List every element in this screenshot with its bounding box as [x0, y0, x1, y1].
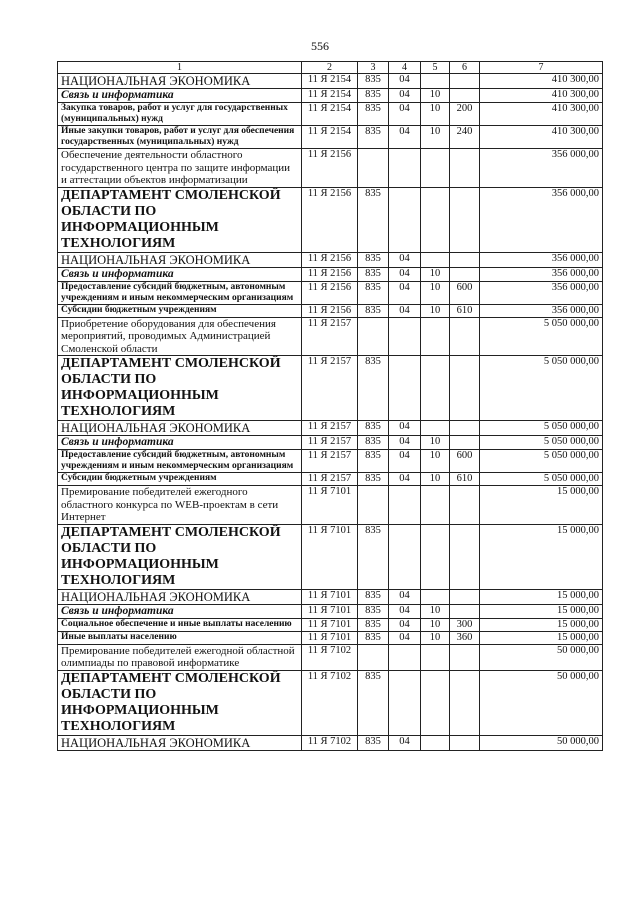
target-article-cell: 11 Я 2157 [302, 473, 358, 486]
grbs-code-cell [358, 149, 389, 188]
section-code-cell: 04 [389, 281, 421, 304]
grbs-code-cell: 835 [358, 304, 389, 317]
expense-type-cell: 240 [450, 126, 480, 149]
subsection-code-cell [421, 187, 450, 252]
header-row [58, 62, 603, 74]
section-code-cell: 04 [389, 74, 421, 89]
expense-type-cell [450, 486, 480, 525]
expense-type-cell: 610 [450, 304, 480, 317]
expense-type-cell [450, 670, 480, 735]
amount-cell: 15 000,00 [480, 631, 603, 644]
expense-type-cell: 360 [450, 631, 480, 644]
grbs-code-cell: 835 [358, 524, 389, 589]
grbs-code-cell: 835 [358, 589, 389, 604]
target-article-cell: 11 Я 7102 [302, 735, 358, 750]
expense-type-cell [450, 252, 480, 267]
amount-cell: 5 050 000,00 [480, 450, 603, 473]
amount-cell: 15 000,00 [480, 524, 603, 589]
target-article-cell: 11 Я 2156 [302, 187, 358, 252]
header-cell: 6 [450, 62, 480, 74]
row-name-cell: Связь и информатика [58, 436, 302, 450]
grbs-code-cell: 835 [358, 473, 389, 486]
budget-table [57, 61, 603, 751]
page-number: 556 [311, 39, 329, 53]
target-article-cell: 11 Я 7101 [302, 631, 358, 644]
row-name-cell: НАЦИОНАЛЬНАЯ ЭКОНОМИКА [58, 589, 302, 604]
target-article-cell: 11 Я 2157 [302, 436, 358, 450]
expense-type-cell [450, 356, 480, 421]
table-row [58, 618, 603, 631]
header-cell: 4 [389, 62, 421, 74]
expense-type-cell: 600 [450, 450, 480, 473]
target-article-cell: 11 Я 7101 [302, 589, 358, 604]
section-code-cell [389, 524, 421, 589]
expense-type-cell [450, 735, 480, 750]
target-article-cell: 11 Я 7101 [302, 486, 358, 525]
row-name-cell: Субсидии бюджетным учреждениям [58, 473, 302, 486]
row-name-cell: ДЕПАРТАМЕНТ СМОЛЕНСКОЙ ОБЛАСТИ ПО ИНФОРМАЦИОННЫМ ТЕХНОЛОГИЯМ [58, 524, 302, 589]
amount-cell: 356 000,00 [480, 281, 603, 304]
target-article-cell: 11 Я 7102 [302, 644, 358, 670]
target-article-cell: 11 Я 7101 [302, 618, 358, 631]
table-row [58, 450, 603, 473]
target-article-cell: 11 Я 2154 [302, 89, 358, 103]
expense-type-cell [450, 187, 480, 252]
subsection-code-cell: 10 [421, 618, 450, 631]
amount-cell: 356 000,00 [480, 187, 603, 252]
amount-cell: 50 000,00 [480, 735, 603, 750]
target-article-cell: 11 Я 2154 [302, 126, 358, 149]
grbs-code-cell: 835 [358, 604, 389, 618]
amount-cell: 356 000,00 [480, 149, 603, 188]
row-name-cell: Обеспечение деятельности областного государственного центра по защите информации и аттестации объектов информатизации [58, 149, 302, 188]
amount-cell: 356 000,00 [480, 304, 603, 317]
header-cell: 7 [480, 62, 603, 74]
amount-cell: 15 000,00 [480, 604, 603, 618]
target-article-cell: 11 Я 7101 [302, 604, 358, 618]
table-row [58, 187, 603, 252]
section-code-cell [389, 644, 421, 670]
section-code-cell: 04 [389, 103, 421, 126]
amount-cell: 5 050 000,00 [480, 421, 603, 436]
amount-cell: 410 300,00 [480, 74, 603, 89]
table-row [58, 103, 603, 126]
target-article-cell: 11 Я 2157 [302, 317, 358, 356]
table-row [58, 735, 603, 750]
row-name-cell: ДЕПАРТАМЕНТ СМОЛЕНСКОЙ ОБЛАСТИ ПО ИНФОРМАЦИОННЫМ ТЕХНОЛОГИЯМ [58, 356, 302, 421]
section-code-cell: 04 [389, 126, 421, 149]
amount-cell: 5 050 000,00 [480, 473, 603, 486]
amount-cell: 5 050 000,00 [480, 436, 603, 450]
amount-cell: 356 000,00 [480, 267, 603, 281]
expense-type-cell: 200 [450, 103, 480, 126]
table-row [58, 436, 603, 450]
expense-type-cell: 600 [450, 281, 480, 304]
section-code-cell: 04 [389, 252, 421, 267]
row-name-cell: Премирование победителей ежегодной областной олимпиады по правовой информатике [58, 644, 302, 670]
amount-cell: 5 050 000,00 [480, 356, 603, 421]
subsection-code-cell [421, 356, 450, 421]
section-code-cell: 04 [389, 631, 421, 644]
target-article-cell: 11 Я 2156 [302, 281, 358, 304]
grbs-code-cell [358, 317, 389, 356]
expense-type-cell: 610 [450, 473, 480, 486]
grbs-code-cell: 835 [358, 126, 389, 149]
target-article-cell: 11 Я 2156 [302, 267, 358, 281]
target-article-cell: 11 Я 2154 [302, 74, 358, 89]
table-row [58, 589, 603, 604]
row-name-cell: НАЦИОНАЛЬНАЯ ЭКОНОМИКА [58, 421, 302, 436]
grbs-code-cell [358, 486, 389, 525]
row-name-cell: Предоставление субсидий бюджетным, автономным учреждениям и иным некоммерческим организациям [58, 281, 302, 304]
amount-cell: 15 000,00 [480, 589, 603, 604]
amount-cell: 410 300,00 [480, 89, 603, 103]
subsection-code-cell [421, 486, 450, 525]
row-name-cell: Иные выплаты населению [58, 631, 302, 644]
target-article-cell: 11 Я 2157 [302, 450, 358, 473]
section-code-cell [389, 187, 421, 252]
section-code-cell: 04 [389, 304, 421, 317]
row-name-cell: Премирование победителей ежегодного областного конкурса по WEB-проектам в сети Интернет [58, 486, 302, 525]
table-row [58, 317, 603, 356]
row-name-cell: Предоставление субсидий бюджетным, автономным учреждениям и иным некоммерческим организациям [58, 450, 302, 473]
amount-cell: 410 300,00 [480, 126, 603, 149]
table-row [58, 74, 603, 89]
row-name-cell: Связь и информатика [58, 89, 302, 103]
grbs-code-cell [358, 644, 389, 670]
subsection-code-cell [421, 74, 450, 89]
amount-cell: 50 000,00 [480, 644, 603, 670]
table-row [58, 252, 603, 267]
target-article-cell: 11 Я 2156 [302, 149, 358, 188]
table-row [58, 267, 603, 281]
header-cell: 3 [358, 62, 389, 74]
target-article-cell: 11 Я 2156 [302, 304, 358, 317]
row-name-cell: НАЦИОНАЛЬНАЯ ЭКОНОМИКА [58, 252, 302, 267]
table-row [58, 604, 603, 618]
section-code-cell: 04 [389, 450, 421, 473]
row-name-cell: Закупка товаров, работ и услуг для государственных (муниципальных) нужд [58, 103, 302, 126]
subsection-code-cell: 10 [421, 631, 450, 644]
grbs-code-cell: 835 [358, 187, 389, 252]
table-row [58, 670, 603, 735]
subsection-code-cell: 10 [421, 281, 450, 304]
row-name-cell: НАЦИОНАЛЬНАЯ ЭКОНОМИКА [58, 735, 302, 750]
subsection-code-cell [421, 524, 450, 589]
row-name-cell: ДЕПАРТАМЕНТ СМОЛЕНСКОЙ ОБЛАСТИ ПО ИНФОРМАЦИОННЫМ ТЕХНОЛОГИЯМ [58, 670, 302, 735]
amount-cell: 356 000,00 [480, 252, 603, 267]
row-name-cell: Связь и информатика [58, 604, 302, 618]
table-row [58, 126, 603, 149]
section-code-cell: 04 [389, 89, 421, 103]
grbs-code-cell: 835 [358, 356, 389, 421]
expense-type-cell [450, 589, 480, 604]
table-row [58, 486, 603, 525]
table-row [58, 89, 603, 103]
grbs-code-cell: 835 [358, 281, 389, 304]
expense-type-cell [450, 149, 480, 188]
subsection-code-cell: 10 [421, 126, 450, 149]
section-code-cell: 04 [389, 473, 421, 486]
amount-cell: 5 050 000,00 [480, 317, 603, 356]
target-article-cell: 11 Я 7102 [302, 670, 358, 735]
table-row [58, 149, 603, 188]
grbs-code-cell: 835 [358, 631, 389, 644]
row-name-cell: ДЕПАРТАМЕНТ СМОЛЕНСКОЙ ОБЛАСТИ ПО ИНФОРМАЦИОННЫМ ТЕХНОЛОГИЯМ [58, 187, 302, 252]
subsection-code-cell: 10 [421, 304, 450, 317]
expense-type-cell [450, 89, 480, 103]
section-code-cell: 04 [389, 618, 421, 631]
row-name-cell: Приобретение оборудования для обеспечения мероприятий, проводимых Администрацией Смоленской области [58, 317, 302, 356]
target-article-cell: 11 Я 2157 [302, 421, 358, 436]
table-row [58, 631, 603, 644]
target-article-cell: 11 Я 2157 [302, 356, 358, 421]
section-code-cell: 04 [389, 735, 421, 750]
expense-type-cell [450, 436, 480, 450]
subsection-code-cell: 10 [421, 604, 450, 618]
section-code-cell [389, 356, 421, 421]
grbs-code-cell: 835 [358, 618, 389, 631]
expense-type-cell [450, 644, 480, 670]
section-code-cell [389, 317, 421, 356]
table-row [58, 304, 603, 317]
subsection-code-cell: 10 [421, 436, 450, 450]
grbs-code-cell: 835 [358, 436, 389, 450]
expense-type-cell [450, 317, 480, 356]
table-row [58, 644, 603, 670]
grbs-code-cell: 835 [358, 735, 389, 750]
section-code-cell [389, 670, 421, 735]
table-row [58, 281, 603, 304]
header-cell: 2 [302, 62, 358, 74]
target-article-cell: 11 Я 2154 [302, 103, 358, 126]
row-name-cell: Субсидии бюджетным учреждениям [58, 304, 302, 317]
target-article-cell: 11 Я 2156 [302, 252, 358, 267]
section-code-cell: 04 [389, 436, 421, 450]
row-name-cell: НАЦИОНАЛЬНАЯ ЭКОНОМИКА [58, 74, 302, 89]
expense-type-cell [450, 74, 480, 89]
subsection-code-cell: 10 [421, 103, 450, 126]
subsection-code-cell [421, 317, 450, 356]
expense-type-cell [450, 524, 480, 589]
amount-cell: 15 000,00 [480, 618, 603, 631]
grbs-code-cell: 835 [358, 450, 389, 473]
subsection-code-cell: 10 [421, 473, 450, 486]
table-row [58, 524, 603, 589]
target-article-cell: 11 Я 7101 [302, 524, 358, 589]
subsection-code-cell [421, 252, 450, 267]
subsection-code-cell: 10 [421, 450, 450, 473]
section-code-cell: 04 [389, 421, 421, 436]
section-code-cell [389, 486, 421, 525]
subsection-code-cell [421, 735, 450, 750]
grbs-code-cell: 835 [358, 670, 389, 735]
subsection-code-cell: 10 [421, 267, 450, 281]
expense-type-cell [450, 421, 480, 436]
section-code-cell: 04 [389, 267, 421, 281]
table-row [58, 421, 603, 436]
expense-type-cell [450, 604, 480, 618]
expense-type-cell [450, 267, 480, 281]
table-row [58, 356, 603, 421]
subsection-code-cell [421, 421, 450, 436]
table-row [58, 473, 603, 486]
expense-type-cell: 300 [450, 618, 480, 631]
grbs-code-cell: 835 [358, 421, 389, 436]
amount-cell: 15 000,00 [480, 486, 603, 525]
section-code-cell [389, 149, 421, 188]
grbs-code-cell: 835 [358, 103, 389, 126]
subsection-code-cell [421, 644, 450, 670]
subsection-code-cell [421, 670, 450, 735]
grbs-code-cell: 835 [358, 89, 389, 103]
grbs-code-cell: 835 [358, 267, 389, 281]
subsection-code-cell [421, 149, 450, 188]
amount-cell: 410 300,00 [480, 103, 603, 126]
grbs-code-cell: 835 [358, 74, 389, 89]
row-name-cell: Иные закупки товаров, работ и услуг для обеспечения государственных (муниципальных) нужд [58, 126, 302, 149]
row-name-cell: Социальное обеспечение и иные выплаты населению [58, 618, 302, 631]
header-cell: 5 [421, 62, 450, 74]
amount-cell: 50 000,00 [480, 670, 603, 735]
subsection-code-cell [421, 589, 450, 604]
section-code-cell: 04 [389, 604, 421, 618]
subsection-code-cell: 10 [421, 89, 450, 103]
row-name-cell: Связь и информатика [58, 267, 302, 281]
header-cell: 1 [58, 62, 302, 74]
section-code-cell: 04 [389, 589, 421, 604]
grbs-code-cell: 835 [358, 252, 389, 267]
